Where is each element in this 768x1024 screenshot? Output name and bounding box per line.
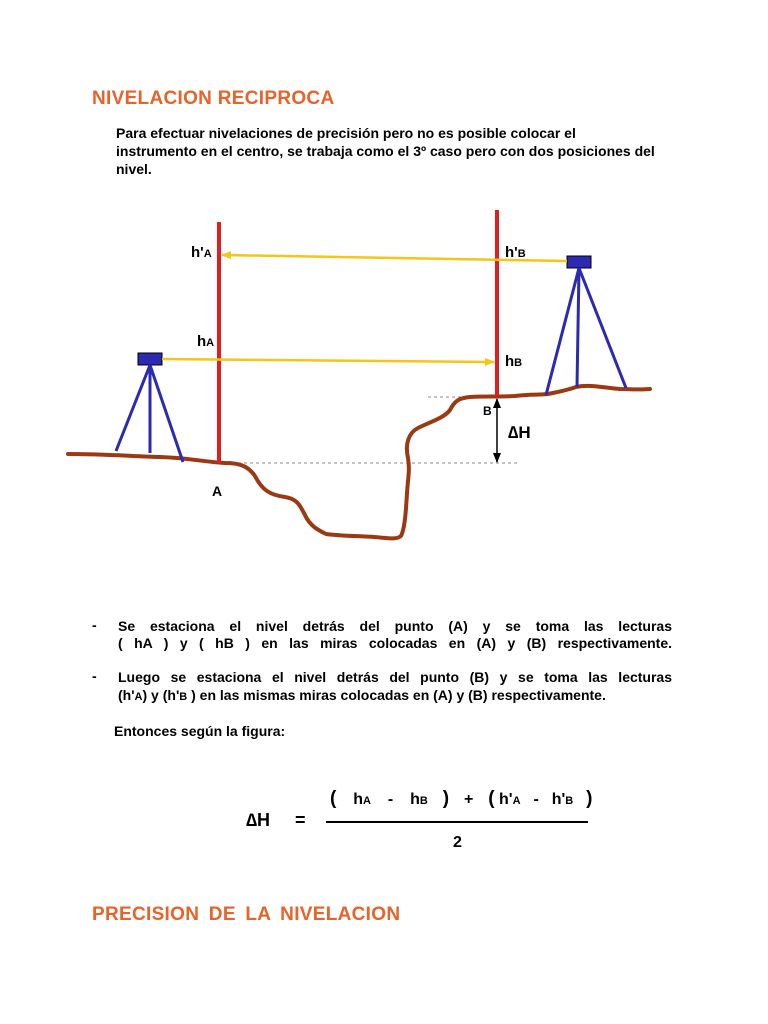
sight-line-ha-hb <box>162 359 494 362</box>
level-instrument-left <box>116 353 183 462</box>
bullet-dash-2: - <box>92 668 97 684</box>
bullet-1-line-1: Se estaciona el nivel detrás del punto (A) y se toma las lecturas <box>118 618 672 634</box>
label-h-prime-b: h'B <box>505 244 526 261</box>
bullet-2-line-2: (h'A) y (h'B ) en las mismas miras colocadas en (A) y (B) respectivamente. <box>118 687 606 703</box>
entonces-text: Entonces según la figura: <box>114 723 286 739</box>
fraction-bar <box>326 821 588 823</box>
formula-numerator: ( hA - hB ) + ( h'A - h'B ) <box>330 788 593 809</box>
page-title: NIVELACION RECIPROCA <box>92 88 335 109</box>
formula-denominator: 2 <box>453 834 462 851</box>
intro-paragraph: Para efectuar nivelaciones de precisión pero no es posible colocar el instrumento en el centro, se trabaja como el 3º caso pero con dos posiciones del nivel. <box>116 125 655 177</box>
label-h-b: hB <box>505 353 523 370</box>
formula-equals: = <box>295 810 306 830</box>
label-h-a: hA <box>197 333 215 350</box>
label-h-prime-a: h'A <box>191 244 212 261</box>
bullet-2-line-1: Luego se estaciona el nivel detrás del punto (B) y se toma las lecturas <box>118 669 672 685</box>
formula-lhs: ∆H <box>246 810 271 830</box>
section-title-precision: PRECISION DE LA NIVELACION <box>92 904 401 925</box>
level-instrument-right <box>546 256 626 395</box>
terrain-profile <box>68 386 650 538</box>
bullet-1-line-2: ( hA ) y ( hB ) en las miras colocadas en (A) y (B) respectivamente. <box>118 635 672 651</box>
bullet-dash-1: - <box>92 617 97 633</box>
label-delta-h: ∆H <box>508 423 531 442</box>
label-point-b: B <box>483 404 492 418</box>
label-point-a: A <box>212 483 223 499</box>
